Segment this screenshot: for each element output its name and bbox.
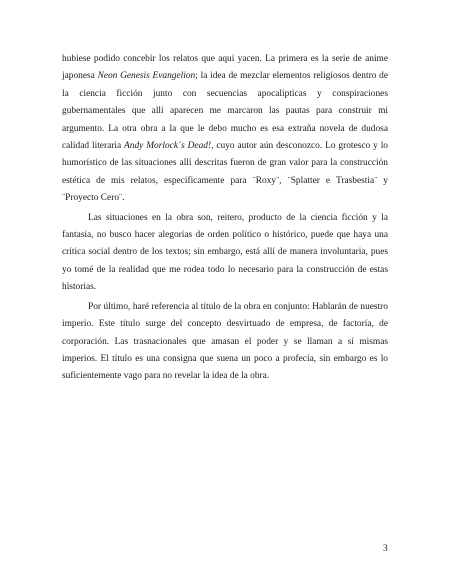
page-number: 3 [383,543,388,554]
body-text [62,51,388,388]
title-andy-morlocks-dead: Andy Morlock´s Dead! [124,141,212,152]
paragraph-1-text-b: ; la idea de mezclar elementos religiosos dentro de la ciencia ficción junto con secuencias apocalípticas y conspiraciones gubernamentales que allí aparecen me marcaron las pautas para construir mi argumento. La otra obra a la que le debo mucho es esa extraña novela de dudosa calidad literaria [62,71,388,152]
paragraph-1 [62,51,388,208]
paragraph-2: Las situaciones en la obra son, reitero, producto de la ciencia ficción y la fantasía, no busco hacer alegorías de orden político o histórico, puede que haya una crítica social dentro de los textos; sin embargo, está allí de manera involuntaria, pues yo tomé de la realidad que me rodea todo lo necesario para la construcción de estas historias. [62,212,388,293]
paragraph-1-text-c: , cuyo autor aún desconozco. Lo grotesco y lo humorístico de las situaciones allí descritas fueron de gran valor para la construcción estética de mis relatos, específicamente para ¨Roxy¨, ¨Splatter e Trasbestia¨ y ¨Proyecto Cero¨. [62,141,388,204]
title-neon-genesis-evangelion: Neon Genesis Evangelion [97,71,196,82]
paragraph-3: Por último, haré referencia al título de la obra en conjunto: Hablarán de nuestro imperio. Este título surge del concepto desvirtuado de empresa, de factoría, de corporación. Las trasnacionales que amasan el poder y se llaman a sí mismas imperios. El título es una consigna que suena un poco a profecía, sin embargo es lo suficientemente vago para no revelar la idea de la obra. [62,301,388,382]
paragraph-1-text-a: hubiese podido concebir los relatos que aquí yacen. La primera es la serie de anime japonesa [62,54,388,82]
